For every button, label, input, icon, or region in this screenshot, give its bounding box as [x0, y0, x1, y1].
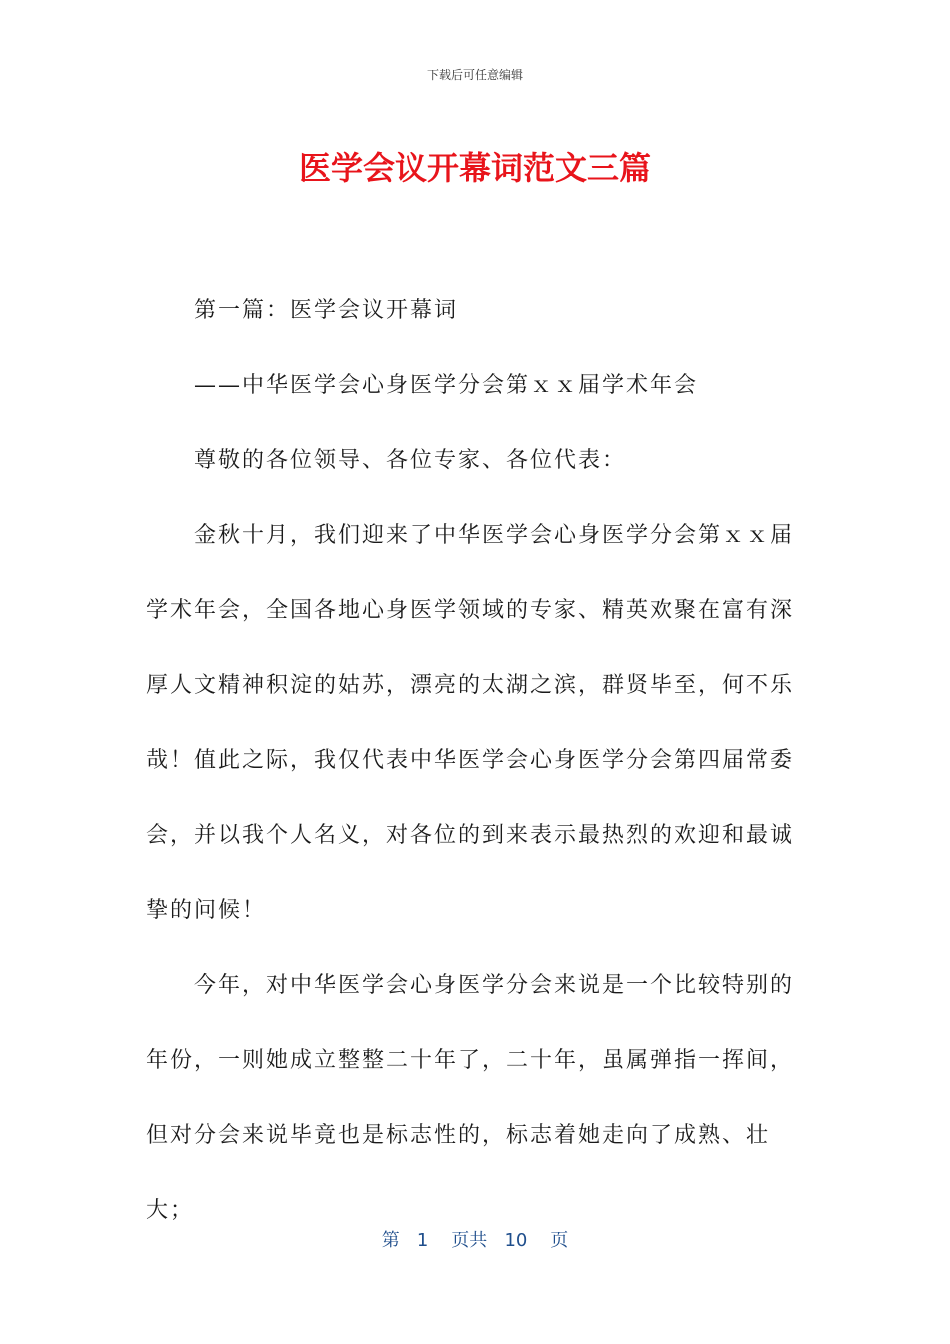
page-footer: [0, 1226, 950, 1252]
document-title: 医学会议开幕词范文三篇: [298, 149, 651, 187]
footer-prefix: 第: [381, 1230, 400, 1251]
footer-total-pages: 10: [504, 1230, 528, 1251]
footer-page-number: 1: [416, 1230, 429, 1251]
footer-middle: 页共: [451, 1230, 488, 1251]
document-body: [146, 273, 798, 1248]
paragraph-body-1: 金秋十月，我们迎来了中华医学会心身医学分会第ｘｘ届学术年会，全国各地心身医学领域的专家、精英欢聚在富有深厚人文精神积淀的姑苏，漂亮的太湖之滨，群贤毕至，何不乐哉！值此之际，我仅代表中华医学会心身医学分会第四届常委会，并以我个人名义，对各位的到来表示最热烈的欢迎和最诚挚的问候！: [146, 523, 795, 923]
footer-suffix: 页: [550, 1230, 569, 1251]
header-note: 下载后可任意编辑: [426, 68, 523, 82]
paragraph-subtitle: ——中华医学会心身医学分会第ｘｘ届学术年会: [194, 373, 699, 398]
paragraph-body-2: 今年，对中华医学会心身医学分会来说是一个比较特别的年份，一则她成立整整二十年了，二十年，虽属弹指一挥间，但对分会来说毕竟也是标志性的，标志着她走向了成熟、壮大；: [146, 973, 795, 1223]
paragraph-section-heading: 第一篇：医学会议开幕词: [194, 298, 459, 323]
paragraph-salutation: 尊敬的各位领导、各位专家、各位代表：: [194, 448, 627, 473]
